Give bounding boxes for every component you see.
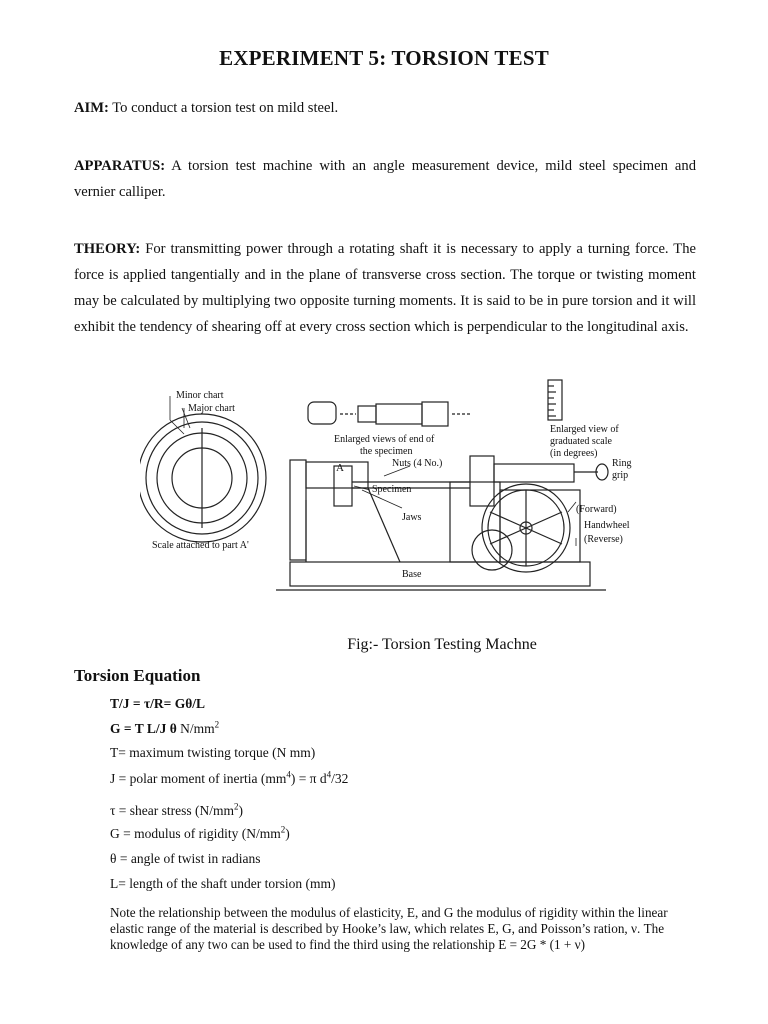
label-part-a: A (336, 462, 344, 474)
polar-moment-definition (110, 771, 348, 787)
label-jaws: Jaws (402, 512, 422, 523)
label-forward: (Forward) (576, 504, 617, 515)
note-paragraph: Note the relationship between the modulus of elasticity, E, and G the modulus of rigidity within the linear elastic range of the material is described by Hooke’s law, which relates E, G, and Poisson’s ration, ν. The knowledge of any two can be used to find the third using the relationship E = 2G * (1 + ν) (110, 905, 668, 952)
shear-stress-a: τ = shear stress (N/mm (110, 803, 235, 818)
polar-moment-a: J = polar moment of inertia (mm (110, 771, 287, 786)
torque-definition: T= maximum twisting torque (N mm) (110, 745, 316, 760)
label-specimen: Specimen (372, 484, 412, 495)
label-enlarged-end-1: Enlarged views of end of (334, 434, 435, 445)
label-major-chart: Major chart (188, 403, 235, 414)
aim-paragraph (74, 95, 696, 121)
label-nuts: Nuts (4 No.) (392, 458, 443, 469)
apparatus-label: APPARATUS: (74, 158, 166, 174)
label-enlarged-scale-1: Enlarged view of (550, 424, 619, 435)
equation-2-unit: N/mm (176, 721, 215, 736)
aim-text: To conduct a torsion test on mild steel. (108, 100, 339, 116)
rigidity-sup: 2 (280, 824, 286, 835)
figure-caption: Fig:- Torsion Testing Machne (347, 636, 537, 653)
rigidity-b: ) (285, 826, 290, 841)
length-definition: L= length of the shaft under torsion (mm) (110, 876, 336, 891)
label-scale-part-a: Scale attached to part A' (152, 540, 249, 551)
theory-paragraph (74, 236, 696, 340)
apparatus-paragraph (74, 153, 696, 205)
equation-1 (110, 696, 205, 712)
equation-2 (110, 721, 219, 737)
label-minor-chart: Minor chart (176, 390, 224, 401)
shear-stress-b: ) (238, 803, 244, 818)
shear-stress-sup: 2 (234, 801, 239, 812)
theory-text: For transmitting power through a rotating shaft it is necessary to apply a turning force. The force is applied tangentially and in the plane of transverse cross section. The torque or twisting moment may be calculated by multiplying two opposite turning moments. It is said to be in pure torsion and it will exhibit the tendency of shearing off at every cross section which is perpendicular to the longitudinal axis. (74, 241, 696, 335)
label-grip: grip (612, 470, 629, 481)
polar-moment-c: /32 (331, 771, 349, 786)
shear-stress-definition (110, 803, 243, 819)
label-base: Base (402, 569, 422, 580)
equation-2-sup: 2 (214, 719, 220, 730)
label-reverse: (Reverse) (584, 534, 623, 545)
torsion-machine-figure (140, 372, 640, 597)
section-title: Torsion Equation (74, 666, 201, 685)
polar-moment-sup2: 4 (326, 769, 332, 780)
equation-2-bold: G = T L/J θ (110, 721, 177, 736)
label-ring: Ring (612, 458, 632, 469)
label-handwheel: Handwheel (584, 520, 630, 531)
twist-angle-definition: θ = angle of twist in radians (110, 851, 261, 866)
rigidity-a: G = modulus of rigidity (N/mm (110, 826, 281, 841)
label-enlarged-scale-3: (in degrees) (550, 448, 598, 459)
label-enlarged-scale-2: graduated scale (550, 436, 612, 447)
label-enlarged-end-2: the specimen (360, 446, 413, 457)
polar-moment-b: ) = π d (290, 771, 327, 786)
equation-1-text: T/J = τ/R= Gθ/L (110, 696, 206, 711)
polar-moment-sup1: 4 (286, 769, 291, 780)
rigidity-definition (110, 826, 290, 842)
page-title: EXPERIMENT 5: TORSION TEST (219, 46, 549, 70)
aim-label: AIM: (74, 100, 109, 116)
apparatus-text: A torsion test machine with an angle measurement device, mild steel specimen and vernier calliper. (74, 158, 696, 200)
theory-label: THEORY: (74, 241, 141, 257)
